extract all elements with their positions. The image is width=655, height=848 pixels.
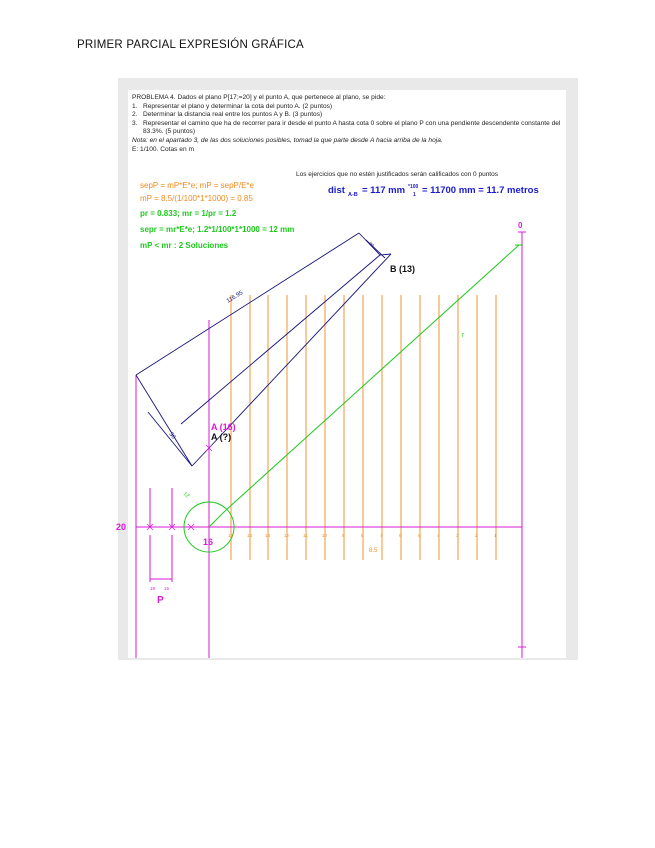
line-r-label: r <box>462 332 465 339</box>
statement-note: Nota: en el apartado 3, de las dos soluciones posibles, tomad la que parte desde A hacia arriba de la hoja. <box>132 136 443 144</box>
trace-15-label: 15 <box>164 586 170 591</box>
item-text: Representar el camino que ha de recorrer para ir desde el punto A hasta cota 0 sobre el plano P con una pendiente descendente constante del 83.3%. (5 puntos) <box>143 119 561 136</box>
item-number: 3. <box>132 119 138 127</box>
contour-lines <box>231 295 496 560</box>
distance-frac-den: 1 <box>413 192 416 198</box>
item-number: 1. <box>132 102 138 110</box>
parallel-line <box>136 233 359 375</box>
item-text: Determinar la distancia real entre los puntos A y B. (3 puntos) <box>143 111 323 119</box>
plane-p-label: P <box>157 595 164 606</box>
cota-20-label: 20 <box>116 522 127 532</box>
distance-label: dist <box>328 185 345 196</box>
contour-label: 3 <box>456 533 459 538</box>
item-number: 2. <box>132 111 138 119</box>
geometric-drawing <box>116 90 566 658</box>
line-r <box>226 245 519 510</box>
statement-intro: PROBLEMA 4. Dados el plano P[17;=20] y el punto A, que pertenece al plano, se pide: <box>132 94 386 101</box>
document-viewer[interactable] <box>118 78 578 660</box>
length-30: 30 <box>167 431 177 441</box>
grading-notice: Los ejercicios que no estén justificados serán calificados con 0 puntos <box>296 171 498 178</box>
separation-label: 8.5 <box>369 548 378 554</box>
formula-p-r: pr = 0.833; mr = 1/pr = 1.2 <box>140 209 237 218</box>
contour-label: 2 <box>475 533 478 538</box>
distance-frac-num: *100 <box>408 184 419 190</box>
contour-label: 8 <box>361 533 364 538</box>
contour-label: 5 <box>418 533 421 538</box>
path-construction <box>181 245 523 552</box>
cota-0-label: 0 <box>518 221 523 230</box>
distance-eq2: = 11700 mm = 11.7 metros <box>422 185 539 196</box>
statement-scale: E: 1/100. Cotas en m <box>132 145 194 153</box>
radius-line <box>209 510 226 527</box>
cota-16-label: 16 <box>203 537 214 547</box>
contour-label: 13 <box>265 533 271 538</box>
contour-label: 15 <box>228 533 234 538</box>
formula-solutions: mP < mr : 2 Soluciones <box>140 241 229 250</box>
perpendicular-line <box>136 375 192 466</box>
radius-12-label: 12 <box>181 490 191 500</box>
true-length-construction <box>136 233 391 466</box>
exam-sheet <box>116 90 566 658</box>
distance-result <box>328 184 539 198</box>
plane-lines <box>136 232 526 658</box>
contour-label: 9 <box>342 533 345 538</box>
formula-sep-p: sepP = mP*E*e; mP = sepP/E*e <box>140 181 254 190</box>
contour-label: 12 <box>284 533 290 538</box>
length-116-95: 116.95 <box>225 290 245 305</box>
contour-label: 11 <box>303 533 308 538</box>
distance-eq1: = 117 mm <box>362 185 406 196</box>
page-title: PRIMER PARCIAL EXPRESIÓN GRÁFICA <box>77 39 304 51</box>
length-3: 3 <box>369 241 376 249</box>
contour-label: 7 <box>380 533 383 538</box>
axis-markers <box>147 445 212 530</box>
item-text: Representar el plano y determinar la cota del punto A. (2 puntos) <box>143 102 333 110</box>
trace-19-label: 19 <box>150 586 156 591</box>
contour-label: 10 <box>322 533 328 538</box>
contour-label: 4 <box>437 533 440 538</box>
orange-formulas <box>140 181 255 203</box>
projection-line <box>209 254 391 448</box>
contour-labels <box>228 533 497 538</box>
point-labels <box>116 221 523 606</box>
dimension-labels <box>150 241 465 591</box>
contour-label: 1 <box>494 533 497 538</box>
point-a-label: A (16) <box>211 422 236 432</box>
formula-sep-r: sepr = mr*E*e; 1.2*1/100*1*1000 = 12 mm <box>140 225 295 234</box>
formula-m-p: mP = 8.5/(1/100*1*1000) = 0.85 <box>140 194 253 203</box>
green-formulas <box>140 209 294 250</box>
distance-subscript: A-B <box>348 192 358 198</box>
point-b-label: B (13) <box>390 264 416 274</box>
dim-line-3 <box>366 240 385 258</box>
contour-label: 14 <box>247 533 253 538</box>
parallel-line <box>181 255 380 424</box>
contour-label: 6 <box>399 533 402 538</box>
point-a-unknown: A (?) <box>211 432 232 442</box>
